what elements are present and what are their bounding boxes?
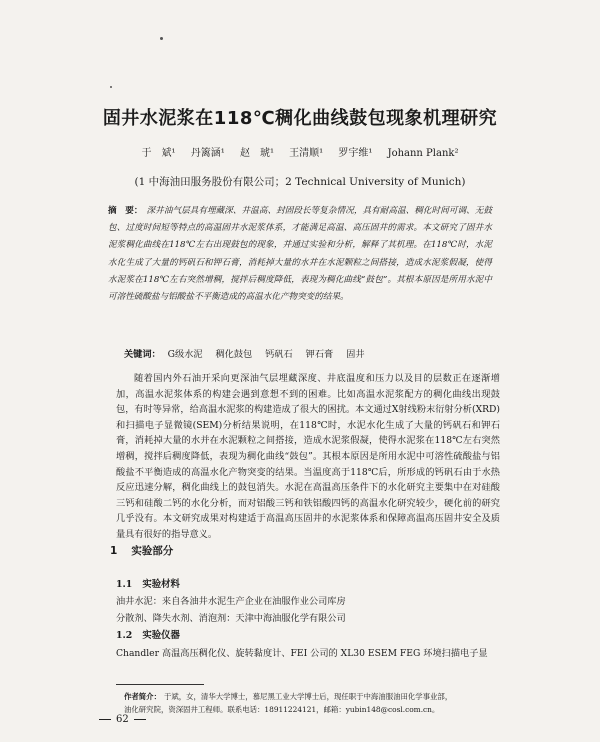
- paper-title: 固井水泥浆在118℃稠化曲线鼓包现象机理研究: [102, 108, 498, 129]
- page-number-value: 62: [116, 714, 129, 725]
- page-number: [94, 714, 151, 725]
- subsection-heading: [116, 627, 180, 641]
- keyword: 稠化鼓包: [215, 349, 253, 360]
- page-dash: [99, 719, 111, 720]
- subsection-number: 1.1: [116, 579, 133, 590]
- author-list: [0, 144, 600, 159]
- subsection-number: 1.2: [116, 630, 133, 641]
- keywords: [124, 346, 504, 360]
- page-dash: [134, 719, 146, 720]
- author: 赵 琥¹: [239, 148, 274, 159]
- keyword: 固井: [346, 349, 365, 360]
- footnote-rule: [116, 684, 204, 685]
- footnote-text: 于斌，女，清华大学博士，慕尼黑工业大学博士后，现任职于中海油服油田化学事业部，: [163, 692, 453, 701]
- subsection-heading: [116, 576, 180, 590]
- section-title: 实验部分: [131, 545, 174, 557]
- abstract-label: 摘 要：: [108, 206, 143, 216]
- section-number: 1: [110, 545, 118, 557]
- subsection-title: 实验材料: [142, 579, 180, 590]
- intro-paragraph: 随着国内外石油开采向更深油气层埋藏深度、井底温度和压力以及目的层数正在逐渐增加，高温水泥浆体系的构建会遇到意想不到的困难。比如高温水泥浆配方的稠化曲线出现鼓包，有时等异常，给高温水泥浆的构建造成了很大的困扰。本文通过X射线粉末衍射分析(XRD)和扫描电子显微镜(SEM)分析结果说明，在118℃时，水泥水化生成了大量的钙矾石和钾石膏，消耗掉大量的水并在水泥颗粒之间搭接，造成水泥浆假凝，使得水泥浆在118℃左右突然增稠，搅拌后稠度降低，表现为稠化曲线“鼓包”。其根本原因是所用水泥中可溶性硫酸盐与铝酸盐不平衡造成的高温水化产物突变的结果。当温度高于118℃后，所形成的钙矾石由于水热反应迅速分解，稠化曲线上的鼓包消失。水泥在高温高压条件下的水化研究主要集中在对硅酸三钙和硅酸二钙的水化分析，而对铝酸三钙和铁铝酸四钙的高温水化研究较少，硬化前的研究几乎没有。本文研究成果对构建适于高温高压固井的水泥浆体系和保障高温高压固井安全及质量具有很好的指导意义。: [116, 373, 500, 540]
- subsection-title: 实验仪器: [142, 630, 180, 641]
- author: 王清顺¹: [289, 148, 324, 159]
- affiliation: (1 中海油田服务股份有限公司；2 Technical University of Munich): [134, 176, 466, 188]
- scan-speck: [160, 37, 163, 40]
- keyword: G级水泥: [167, 349, 203, 360]
- footnote-label: 作者简介：: [124, 692, 161, 701]
- material-line: 分散剂、降失水剂、消泡剂：天津中海油服化学有限公司: [116, 613, 346, 624]
- abstract: [108, 203, 492, 306]
- author-footnote: [124, 690, 498, 716]
- abstract-text: 深井油气层具有埋藏深、井温高、封固段长等复杂情况，具有耐高温、稠化时间可调、无鼓包、过度时间短等特点的高温固井水泥浆体系，才能满足高温、高压固井的需求。本文研究了固井水泥浆稠化曲线在118℃左右出现鼓包的现象，并通过实验和分析，解释了其机理。在118℃时，水泥水化生成了大量的钙矾石和钾石膏，消耗掉大量的水并在水泥颗粒之间搭接，造成水泥浆假凝，使得水泥浆在118℃左右突然增稠，搅拌后稠度降低，表现为稠化曲线“鼓包”。其根本原因是所用水泥中可溶性硫酸盐与铝酸盐不平衡造成的高温水化产物突变的结果。: [108, 206, 492, 303]
- keyword: 钙矾石: [265, 349, 293, 360]
- author: 于 斌¹: [141, 148, 176, 159]
- author: Johann Plank²: [387, 148, 459, 159]
- material-line: 油井水泥：来自各油井水泥生产企业在油服作业公司库房: [116, 596, 346, 607]
- section-heading: [110, 543, 173, 558]
- footnote-line: [124, 690, 498, 703]
- scan-speck: [110, 86, 112, 88]
- footnote-line: 油化研究院，资深固井工程师。联系电话：18911224121，邮箱：yubin148@cosl.com.cn。: [124, 705, 440, 714]
- keyword: 钾石膏: [305, 349, 334, 360]
- author: 丹篱涵¹: [190, 148, 225, 159]
- author: 罗宇维¹: [338, 148, 373, 159]
- instruments-line: Chandler 高温高压稠化仪、旋转黏度计、FEI 公司的 XL30 ESEM FEG 环境扫描电子显: [116, 648, 488, 659]
- keywords-label: 关键词：: [124, 349, 161, 360]
